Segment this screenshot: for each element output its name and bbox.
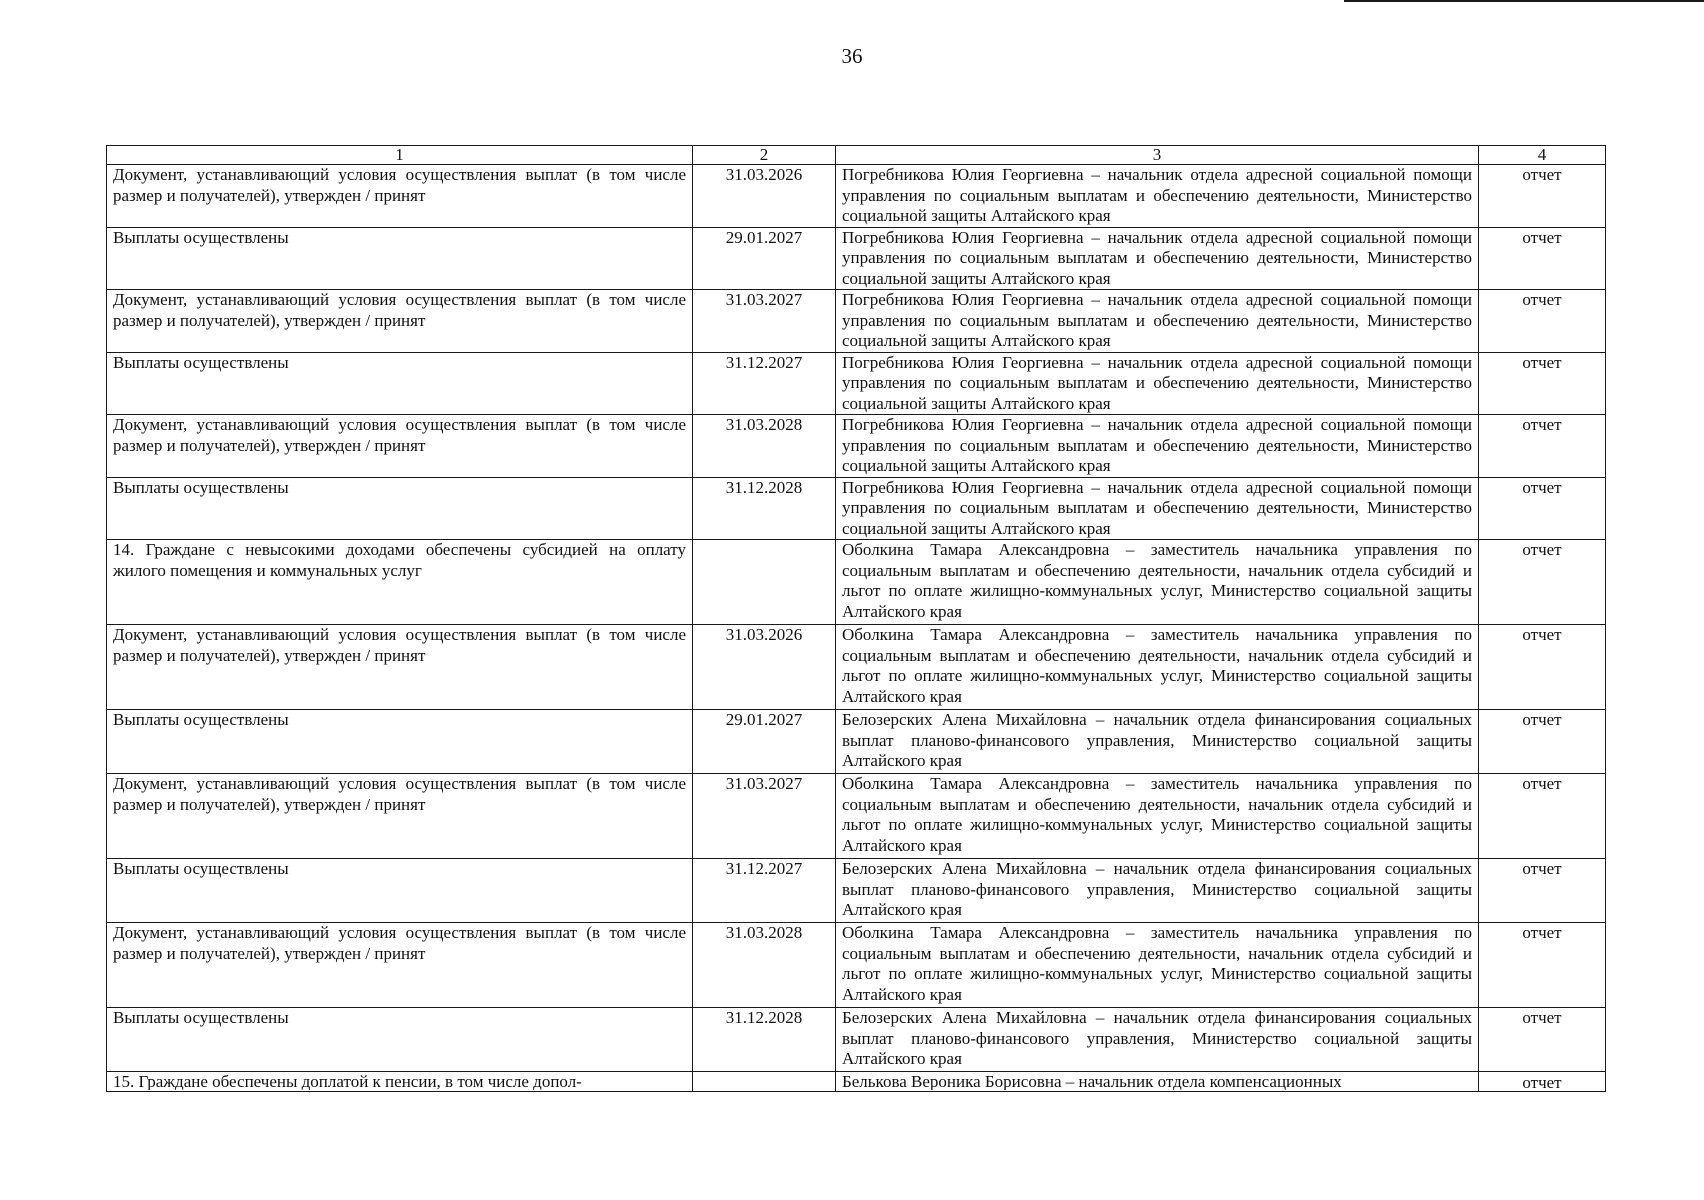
responsible-cell: Белозерских Алена Михайловна – начальник отдела финансирования социальных выплат планово-финансового управления, Министерство социальной защиты Алтайского края <box>836 710 1479 774</box>
document-type-cell: отчет <box>1479 352 1606 415</box>
event-cell: Выплаты осуществлены <box>107 710 693 774</box>
table-row <box>107 710 1606 774</box>
column-header-4: 4 <box>1479 146 1606 165</box>
document-type-cell: отчет <box>1479 923 1606 1008</box>
event-cell: Документ, устанавливающий условия осуществления выплат (в том числе размер и получателей), утвержден / принят <box>107 923 693 1008</box>
responsible-cell: Погребникова Юлия Георгиевна – начальник отдела адресной социальной помощи управления по социальным выплатам и обеспечению деятельности, Министерство социальной защиты Алтайского края <box>836 227 1479 290</box>
table-row <box>107 165 1606 228</box>
document-type-cell: отчет <box>1479 290 1606 353</box>
responsible-cell: Погребникова Юлия Георгиевна – начальник отдела адресной социальной помощи управления по социальным выплатам и обеспечению деятельности, Министерство социальной защиты Алтайского края <box>836 415 1479 478</box>
responsible-text: Белькова Вероника Борисовна – начальник отдела компенсационных <box>842 1072 1342 1090</box>
date-cell: 31.12.2028 <box>693 477 836 540</box>
date-text <box>699 1072 829 1090</box>
responsible-cell: Белозерских Алена Михайловна – начальник отдела финансирования социальных выплат планово-финансового управления, Министерство социальной защиты Алтайского края <box>836 1008 1479 1072</box>
responsible-cell: Оболкина Тамара Александровна – заместитель начальника управления по социальным выплатам и обеспечению деятельности, начальник отдела субсидий и льгот по оплате жилищно-коммунальных услуг, Министерство социальной защиты Алтайского края <box>836 774 1479 859</box>
responsible-cell <box>836 1072 1479 1092</box>
document-type-cell: отчет <box>1479 540 1606 625</box>
table-row <box>107 352 1606 415</box>
document-type-text: отчет <box>1522 1073 1562 1091</box>
responsible-cell: Оболкина Тамара Александровна – заместитель начальника управления по социальным выплатам и обеспечению деятельности, начальник отдела субсидий и льгот по оплате жилищно-коммунальных услуг, Министерство социальной защиты Алтайского края <box>836 625 1479 710</box>
date-cell: 31.03.2026 <box>693 625 836 710</box>
responsible-cell: Белозерских Алена Михайловна – начальник отдела финансирования социальных выплат планово-финансового управления, Министерство социальной защиты Алтайского края <box>836 859 1479 923</box>
column-header-3: 3 <box>836 146 1479 165</box>
section-heading-cell: 14. Граждане с невысокими доходами обеспечены субсидией на оплату жилого помещения и коммунальных услуг <box>107 540 693 625</box>
table-row <box>107 625 1606 710</box>
event-cell: Выплаты осуществлены <box>107 1008 693 1072</box>
table-row <box>107 1008 1606 1072</box>
table-row <box>107 227 1606 290</box>
event-cell: Документ, устанавливающий условия осуществления выплат (в том числе размер и получателей), утвержден / принят <box>107 290 693 353</box>
document-type-cell <box>1479 1072 1606 1092</box>
document-type-cell: отчет <box>1479 1008 1606 1072</box>
date-cell <box>693 1072 836 1092</box>
date-cell: 31.12.2028 <box>693 1008 836 1072</box>
document-type-cell: отчет <box>1479 710 1606 774</box>
page-number: 36 <box>841 44 863 68</box>
table-row <box>107 923 1606 1008</box>
table-row <box>107 1072 1606 1092</box>
activity-table <box>106 145 1606 1092</box>
responsible-cell: Оболкина Тамара Александровна – заместитель начальника управления по социальным выплатам и обеспечению деятельности, начальник отдела субсидий и льгот по оплате жилищно-коммунальных услуг, Министерство социальной защиты Алтайского края <box>836 540 1479 625</box>
date-cell: 31.03.2026 <box>693 165 836 228</box>
responsible-cell: Погребникова Юлия Георгиевна – начальник отдела адресной социальной помощи управления по социальным выплатам и обеспечению деятельности, Министерство социальной защиты Алтайского края <box>836 165 1479 228</box>
date-cell: 29.01.2027 <box>693 227 836 290</box>
section-heading-cell <box>107 1072 693 1092</box>
table-row <box>107 290 1606 353</box>
table-header-row <box>107 146 1606 165</box>
table-row <box>107 774 1606 859</box>
document-type-cell: отчет <box>1479 227 1606 290</box>
document-type-cell: отчет <box>1479 774 1606 859</box>
date-cell: 31.12.2027 <box>693 859 836 923</box>
date-cell: 31.03.2027 <box>693 290 836 353</box>
date-cell: 31.03.2028 <box>693 923 836 1008</box>
event-cell: Документ, устанавливающий условия осуществления выплат (в том числе размер и получателей), утвержден / принят <box>107 625 693 710</box>
column-header-1: 1 <box>107 146 693 165</box>
table-row <box>107 415 1606 478</box>
document-type-cell: отчет <box>1479 859 1606 923</box>
section-heading-text: 15. Граждане обеспечены доплатой к пенсии, в том числе допол- <box>113 1072 582 1090</box>
date-cell: 31.03.2027 <box>693 774 836 859</box>
top-edge-rule <box>1344 0 1704 2</box>
document-type-cell: отчет <box>1479 477 1606 540</box>
document-type-cell: отчет <box>1479 165 1606 228</box>
date-cell <box>693 540 836 625</box>
date-cell: 31.12.2027 <box>693 352 836 415</box>
document-type-cell: отчет <box>1479 415 1606 478</box>
column-header-2: 2 <box>693 146 836 165</box>
date-cell: 29.01.2027 <box>693 710 836 774</box>
table-row <box>107 477 1606 540</box>
document-type-cell: отчет <box>1479 625 1606 710</box>
responsible-cell: Погребникова Юлия Георгиевна – начальник отдела адресной социальной помощи управления по социальным выплатам и обеспечению деятельности, Министерство социальной защиты Алтайского края <box>836 290 1479 353</box>
table-row <box>107 540 1606 625</box>
responsible-cell: Погребникова Юлия Георгиевна – начальник отдела адресной социальной помощи управления по социальным выплатам и обеспечению деятельности, Министерство социальной защиты Алтайского края <box>836 477 1479 540</box>
event-cell: Выплаты осуществлены <box>107 859 693 923</box>
event-cell: Документ, устанавливающий условия осуществления выплат (в том числе размер и получателей), утвержден / принят <box>107 165 693 228</box>
date-cell: 31.03.2028 <box>693 415 836 478</box>
table-row <box>107 859 1606 923</box>
event-cell: Документ, устанавливающий условия осуществления выплат (в том числе размер и получателей), утвержден / принят <box>107 415 693 478</box>
event-cell: Документ, устанавливающий условия осуществления выплат (в том числе размер и получателей), утвержден / принят <box>107 774 693 859</box>
responsible-cell: Оболкина Тамара Александровна – заместитель начальника управления по социальным выплатам и обеспечению деятельности, начальник отдела субсидий и льгот по оплате жилищно-коммунальных услуг, Министерство социальной защиты Алтайского края <box>836 923 1479 1008</box>
event-cell: Выплаты осуществлены <box>107 352 693 415</box>
event-cell: Выплаты осуществлены <box>107 477 693 540</box>
event-cell: Выплаты осуществлены <box>107 227 693 290</box>
responsible-cell: Погребникова Юлия Георгиевна – начальник отдела адресной социальной помощи управления по социальным выплатам и обеспечению деятельности, Министерство социальной защиты Алтайского края <box>836 352 1479 415</box>
